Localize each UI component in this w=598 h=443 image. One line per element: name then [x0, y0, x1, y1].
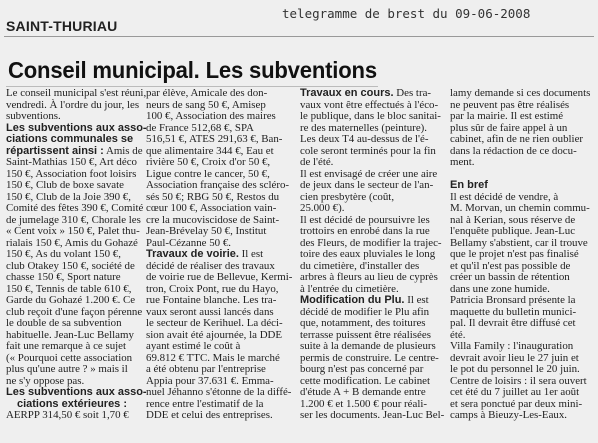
- text-line: 69.812 € TTC. Mais le marché: [146, 351, 280, 364]
- text-line: toire des eaux pluviales le long: [300, 248, 436, 260]
- text-line: nal à Kerian, sous réserve de: [450, 213, 576, 226]
- text-line: rue Fontaine blanche. Les tra-: [146, 294, 277, 306]
- text-line: suite à la demande de plusieurs: [300, 340, 436, 352]
- text-line: dans la rédaction de ce docu-: [450, 144, 577, 157]
- text-line: ment.: [450, 156, 475, 168]
- text-line: maquette du bulletin munici-: [450, 305, 577, 318]
- text-line: cœur 100 €, Association vain-: [146, 202, 277, 214]
- text-line: de France 512,68 €, SPA: [146, 121, 254, 134]
- text-line: décidé de modifier le Plu afin: [300, 305, 430, 318]
- text-line: Villa Family : l'inauguration: [450, 340, 574, 352]
- text-line: cet été du 7 juillet au 1er août: [450, 386, 580, 398]
- text-line: par la mairie. Il est estimé: [450, 110, 564, 122]
- text-line: du cimetière, d'installer des: [300, 259, 420, 272]
- text-line: le double de sa subvention: [6, 317, 122, 329]
- text-line: plus sûr de faire appel à un: [450, 121, 568, 134]
- text-line: a été obtenu par l'entreprise: [146, 363, 266, 375]
- text-line: que, notamment, des toitures: [300, 317, 426, 329]
- text-line: devrait avoir lieu le 27 juin et: [450, 351, 579, 364]
- text-line: Il est envisagé de créer une aire: [300, 167, 438, 180]
- text-line: [146, 249, 292, 261]
- text-line: 100 €, Association des maires: [146, 110, 276, 122]
- text-line: DDE et celui des entreprises.: [146, 409, 273, 421]
- text-line: subventions.: [6, 110, 61, 122]
- text-line: créer un bassin de rétention: [450, 271, 570, 283]
- text-line: AERPP 314,50 € soit 1,70 €: [6, 409, 129, 421]
- text-line: « Cent voix » 150 €, Palet thu-: [6, 225, 140, 237]
- text-line: cabinet, afin de ne rien oublier: [450, 133, 584, 145]
- text-line: ciations communales se: [6, 133, 134, 145]
- text-line: cette modification. Le cabinet: [300, 374, 431, 387]
- text-line: de jumelage 310 €, Chorale les: [6, 213, 141, 226]
- text-line: ne s'y oppose pas.: [6, 374, 85, 387]
- text-line: cole seront terminés pour la fin: [300, 144, 436, 157]
- text-line: cien presbytère (coût,: [300, 190, 395, 203]
- text-line: vendredi. À l'ordre du jour, les: [6, 98, 140, 111]
- text-line: 516,51 €, ATES 291,63 €, Ban-: [146, 133, 283, 145]
- text-line: tron, Croix Pont, rue du Hayo,: [146, 282, 279, 295]
- text-line: 150 €, Tennis de table 610 €,: [6, 282, 132, 295]
- body-text: Il est: [238, 248, 264, 260]
- text-line: Jean-Brévelay 50 €, Institut: [146, 225, 267, 237]
- text-line: 150 €, As du volant 150 €,: [6, 248, 121, 260]
- text-line: que alimentaire 344 €, Eau et: [146, 144, 274, 157]
- text-line: 150 €, Club de la Joie 390 €,: [6, 190, 131, 203]
- text-line: Saint-Mathias 150 €, Art déco: [6, 156, 137, 168]
- text-line: dans une zone humide.: [450, 282, 550, 295]
- text-line: pal. Il devrait être diffusé cet: [450, 317, 576, 329]
- headline: Conseil municipal. Les subventions: [8, 57, 377, 83]
- text-line: [300, 88, 446, 100]
- text-line: Paul-Cézanne 50 €.: [146, 236, 231, 249]
- bold-lead: répartissent ainsi :: [6, 144, 104, 157]
- text-line: club reçoit d'une façon pérenne: [6, 305, 143, 318]
- header: [0, 0, 598, 40]
- text-line: terrasse puissent être réalisées: [300, 328, 431, 341]
- text-line: décidé de réaliser des travaux: [146, 259, 275, 272]
- text-line: En bref: [450, 179, 488, 191]
- text-line: plus qu'une autre ? » mais il: [6, 363, 128, 375]
- header-rule: [4, 36, 594, 37]
- text-line: le publique, dans le bloc sanitai-: [300, 110, 441, 122]
- text-line: neurs de sang 50 €, Amisep: [146, 98, 266, 111]
- text-line: des Fleurs, de modifier la trajec-: [300, 236, 442, 249]
- text-line: Comité des fêtes 390 €, Comité: [6, 202, 144, 214]
- text-line: Les deux T4 au-dessus de l'é-: [300, 133, 429, 145]
- text-line: Bellamy s'abstient, car il trouve: [450, 236, 588, 249]
- text-line: sés 50 €; RBG 50 €, Restos du: [146, 190, 280, 203]
- body-text: Des tra-: [393, 87, 432, 99]
- text-line: et sera ponctué par deux mini-: [450, 397, 583, 410]
- text-line: le pot du personnel le 20 juin.: [450, 363, 580, 375]
- text-line: Les subventions aux asso-: [6, 121, 147, 134]
- text-line: ser les documents. Jean-Luc Bel-: [300, 409, 445, 421]
- text-line: habituelle. Jean-Luc Bellamy: [6, 328, 134, 341]
- text-line: l'enquête publique. Jean-Luc: [450, 225, 576, 237]
- text-line: que le projet n'est pas finalisé: [450, 248, 579, 260]
- text-line: bourg n'est pas concerné par: [300, 363, 424, 375]
- text-line: trottoirs en enrobé dans la rue: [300, 225, 430, 237]
- bold-lead: Travaux en cours.: [300, 87, 394, 99]
- text-line: rence entre l'estimatif de la: [146, 397, 264, 410]
- text-line: vaux seront aussi lancés dans: [146, 305, 274, 318]
- text-line: camps à Bieuzy-Les-Eaux.: [450, 409, 568, 421]
- text-line: Le conseil municipal s'est réuni,: [6, 87, 147, 99]
- text-line: 1.200 € et 1.500 € pour réali-: [300, 397, 428, 410]
- text-line: arbres à fleurs au lieu de cyprès: [300, 271, 438, 283]
- text-line: de l'été.: [300, 156, 334, 168]
- text-line: (« Pourquoi cette association: [6, 351, 133, 364]
- body-text: Amis de: [103, 144, 143, 157]
- text-line: de jeux dans le secteur de l'an-: [300, 179, 434, 191]
- bold-lead: Travaux de voirie.: [146, 248, 239, 260]
- article-column-2: [146, 88, 292, 443]
- text-line: fait une remarque à ce sujet: [6, 340, 127, 352]
- text-line: club Otakey 150 €, société de: [6, 259, 135, 272]
- text-line: nuel Jéhanno s'étonne de la diffé-: [146, 386, 292, 398]
- text-line: Garde du Gohazé 1.200 €. Ce: [6, 294, 136, 306]
- text-line: 150 €, Association foot loisirs: [6, 167, 137, 180]
- text-line: Ligue contre le cancer, 50 €,: [146, 167, 270, 180]
- text-line: le secteur de Kerihuel. La déci-: [146, 317, 283, 329]
- text-line: permis de construire. Le centre-: [300, 351, 439, 364]
- text-line: sion avait été ajournée, la DDE: [146, 328, 283, 341]
- text-line: d'étude A + B demande entre: [300, 386, 426, 398]
- text-line: Patricia Bronsard présente la: [450, 294, 576, 306]
- text-line: été.: [450, 328, 466, 341]
- bold-lead: Modification du Plu.: [300, 294, 405, 306]
- article-column-4: [450, 88, 592, 443]
- text-line: lamy demande si ces documents: [450, 87, 591, 99]
- text-line: M. Morvan, un chemin commu-: [450, 202, 590, 214]
- article-column-3: [300, 88, 446, 443]
- text-line: cre la mucoviscidose de Saint-: [146, 213, 280, 226]
- text-line: ayant estimé le coût à: [146, 340, 241, 352]
- text-line: chasse 150 €, Sport nature: [6, 271, 121, 283]
- text-line: ciations extérieures :: [16, 397, 128, 410]
- text-line: Les subventions aux asso-: [6, 386, 147, 398]
- body-text: Il est: [404, 294, 429, 306]
- article-column-1: [6, 87, 147, 443]
- text-line: ne peuvent pas être réalisés: [450, 98, 570, 111]
- text-line: rialais 150 €, Amis du Gohazé: [6, 236, 138, 249]
- source-line: telegramme de brest du 09-06-2008: [282, 6, 531, 21]
- text-line: Centre de loisirs : il sera ouvert: [450, 374, 587, 387]
- text-line: et qu'il n'est pas possible de: [450, 259, 571, 272]
- text-line: re des maternelles (peinture).: [300, 121, 427, 134]
- text-line: 25.000 €).: [300, 202, 345, 214]
- text-line: rivière 50 €, Croix d'or 50 €,: [146, 156, 271, 168]
- text-line: de voirie rue de Bellevue, Kermi-: [146, 271, 293, 283]
- text-line: à l'entrée du cimetière.: [300, 282, 399, 295]
- text-line: Association française des scléro-: [146, 179, 290, 191]
- text-line: Il est décidé de poursuivre les: [300, 213, 430, 226]
- section-tag: SAINT-THURIAU: [6, 18, 118, 34]
- text-line: Appia pour 37.631 €. Emma-: [146, 374, 274, 387]
- text-line: [300, 295, 446, 307]
- text-line: Il est décidé de vendre, à: [450, 190, 559, 203]
- text-line: par élève, Amicale des don-: [146, 87, 268, 99]
- text-line: 150 €, Club de boxe savate: [6, 179, 124, 191]
- text-line: vaux vont être effectués à l'éco-: [300, 98, 439, 111]
